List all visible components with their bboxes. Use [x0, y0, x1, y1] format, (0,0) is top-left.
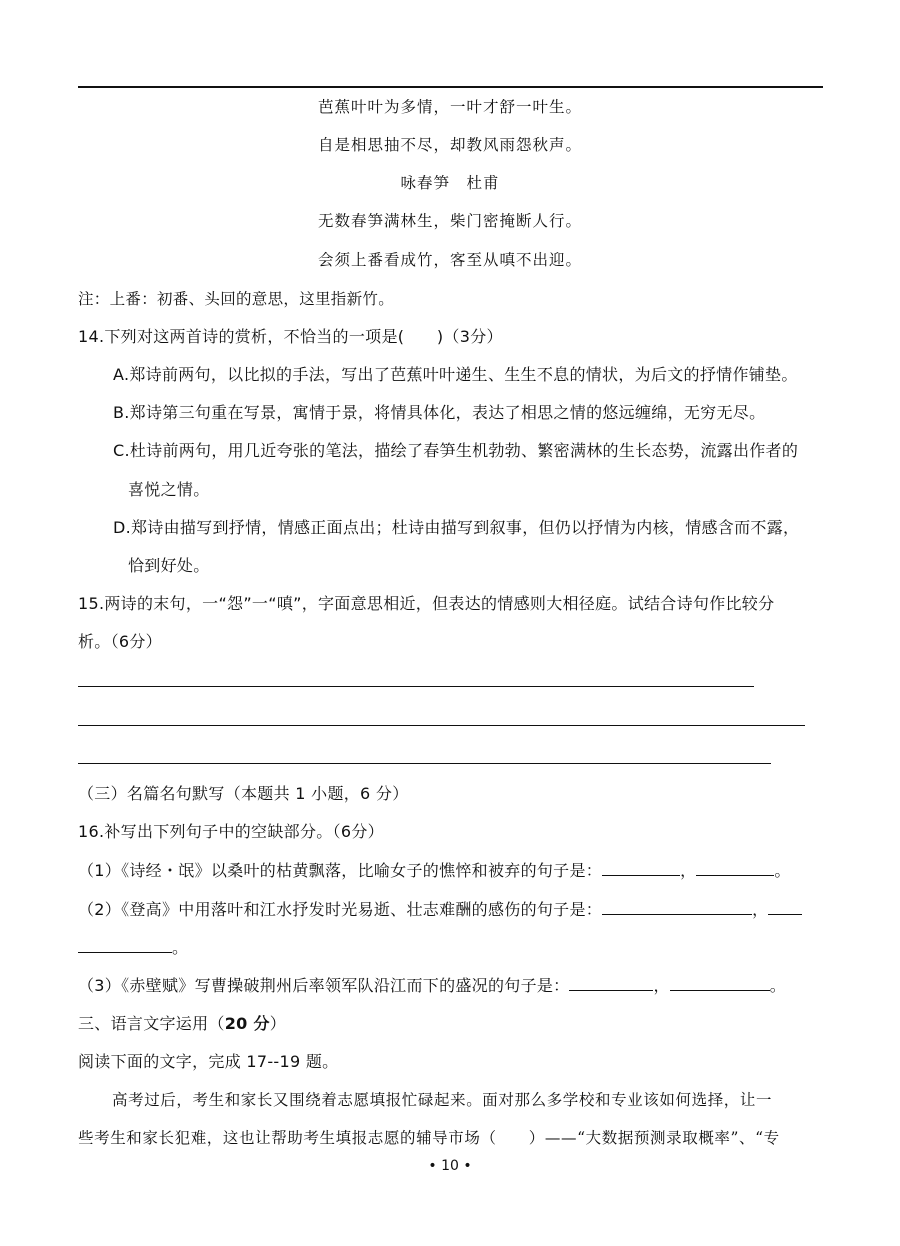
- q16-stem: 16.补写出下列句子中的空缺部分。（6分）: [78, 822, 384, 841]
- q16-item3-text: （3）《赤壁赋》写曹操破荆州后率领军队沿江而下的盛况的句子是：: [78, 976, 570, 995]
- q16-item2: [78, 898, 802, 921]
- period: 。: [774, 861, 791, 880]
- q16-item1: [78, 859, 791, 882]
- q14-option-d-line1: D.郑诗由描写到抒情，情感正面点出；杜诗由描写到叙事，但仍以抒情为内核，情感含而不露，: [113, 518, 800, 537]
- q16-item1-text: （1）《诗经・氓》以桑叶的枯黄飘落，比喻女子的憔悴和被弃的句子是：: [78, 861, 603, 880]
- poem-note: 注：上番：初番、头回的意思，这里指新竹。: [78, 290, 395, 308]
- q15-stem-line1: 15.两诗的末句，一“怨”一“嗔”，字面意思相近，但表达的情感则大相径庭。试结合诗句作比较分: [78, 594, 775, 613]
- fill-blank[interactable]: [696, 859, 774, 876]
- fill-blank[interactable]: [569, 974, 653, 991]
- period: 。: [769, 976, 787, 995]
- fill-blank[interactable]: [768, 898, 802, 915]
- part3-heading: [78, 1013, 286, 1035]
- answer-line[interactable]: [78, 686, 754, 687]
- part3-score: 20 分: [224, 1014, 270, 1033]
- q14-option-c-line1: C.杜诗前两句，用几近夸张的笔法，描绘了春笋生机勃勃、繁密满林的生长态势，流露出作者的: [113, 441, 799, 460]
- fill-blank[interactable]: [670, 974, 770, 991]
- q14-option-c-line2: 喜悦之情。: [128, 480, 210, 499]
- poem2-line2: 会须上番看成竹，客至从嗔不出迎。: [317, 251, 582, 269]
- poem1-line4: 自是相思抽不尽，却教风雨怨秋声。: [317, 136, 582, 154]
- answer-line[interactable]: [78, 725, 805, 726]
- q16-item2-cont: [78, 936, 188, 959]
- reading-intro: 阅读下面的文字，完成 17--19 题。: [78, 1052, 339, 1071]
- q16-item2-text: （2）《登高》中用落叶和江水抒发时光易逝、壮志难酬的感伤的句子是：: [78, 900, 603, 919]
- section3-heading: （三）名篇名句默写（本题共 1 小题，6 分）: [78, 784, 409, 803]
- poem1-line3: 芭蕉叶叶为多情，一叶才舒一叶生。: [317, 98, 582, 116]
- comma: ，: [752, 900, 769, 919]
- q14-option-a: A.郑诗前两句，以比拟的手法，写出了芭蕉叶叶递生、生生不息的情状，为后文的抒情作铺垫。: [113, 365, 798, 384]
- q14-option-d-line2: 恰到好处。: [128, 556, 210, 575]
- fill-blank[interactable]: [78, 936, 172, 953]
- q14-option-b: B.郑诗第三句重在写景，寓情于景，将情具体化，表达了相思之情的悠远缠绵，无穷无尽。: [113, 403, 766, 422]
- period: 。: [172, 938, 189, 957]
- part3-heading-text: 三、语言文字运用（: [78, 1014, 225, 1033]
- top-rule: [78, 86, 823, 88]
- fill-blank[interactable]: [602, 898, 752, 915]
- answer-line[interactable]: [78, 763, 771, 764]
- q16-item3: [78, 974, 786, 997]
- part3-heading-close: ）: [269, 1014, 287, 1033]
- comma: ，: [680, 861, 697, 880]
- poem2-title: 咏春笋 杜甫: [400, 174, 500, 192]
- page-number: • 10 •: [428, 1158, 472, 1174]
- reading-paragraph-line2: 些考生和家长犯难，这也让帮助考生填报志愿的辅导市场（ ）——“大数据预测录取概率”、“专: [78, 1129, 780, 1147]
- comma: ，: [653, 976, 670, 995]
- reading-paragraph-line1: 高考过后，考生和家长又围绕着志愿填报忙碌起来。面对那么多学校和专业该如何选择，让一: [112, 1091, 773, 1109]
- q15-stem-line2: 析。（6分）: [78, 632, 162, 651]
- q14-stem: 14.下列对这两首诗的赏析，不恰当的一项是( )（3分）: [78, 327, 503, 346]
- poem2-line1: 无数春笋满林生，柴门密掩断人行。: [317, 212, 582, 230]
- fill-blank[interactable]: [602, 859, 680, 876]
